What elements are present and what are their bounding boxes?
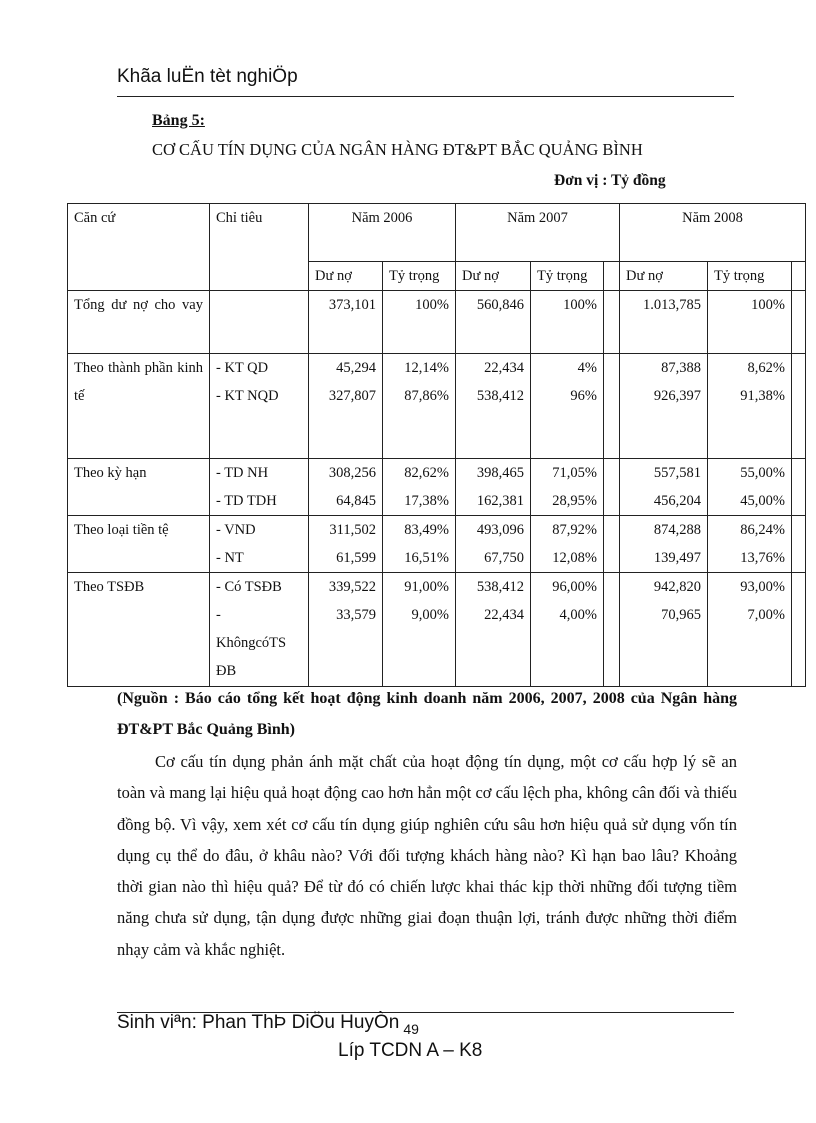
value-cell: 71,05% [552, 465, 597, 481]
value-cell: 64,845 [336, 493, 376, 509]
value-cell: 8,62% [747, 360, 785, 376]
value-cell: 91,38% [740, 388, 785, 404]
header-sub-share: Tỷ trọng [708, 262, 792, 291]
value-cell: 55,00% [740, 465, 785, 481]
value-cell: 1.013,785 [620, 291, 708, 354]
value-cell: 70,965 [661, 607, 701, 623]
footer-student-line [117, 1012, 419, 1037]
value-cell: 91,00% [404, 579, 449, 595]
item-cell: - TD NH [216, 465, 269, 481]
value-cell: 13,76% [740, 550, 785, 566]
header-year-2008: Năm 2008 [620, 204, 806, 262]
value-cell: 93,00% [740, 579, 785, 595]
value-cell: 926,397 [653, 388, 701, 404]
table-title: CƠ CẤU TÍN DỤNG CỦA NGÂN HÀNG ĐT&PT BẮC QUẢNG BÌNH [152, 140, 643, 159]
body-paragraph: Cơ cấu tín dụng phản ánh mặt chất của hoạt động tín dụng, một cơ cấu hợp lý sẽ an toàn và mang lại hiệu quả hoạt động cao hơn hẳn một cơ cấu lệch pha, không cân đối và thiếu đồng bộ. Vì vậy, xem xét cơ cấu tín dụng giúp nghiên cứu sâu hơn hiệu quả sử dụng vốn tín dụng cụ thể do đâu, ở khâu nào? Với đối tượng khách hàng nào? Kì hạn bao lâu? Khoảng thời gian nào thì hiệu quả? Để từ đó có chiến lược khai thác kịp thời những đối tượng tiềm năng chưa sử dụng, tận dụng được những giai đoạn thuận lợi, tránh được những thời điểm nhạy cảm và khắc nghiệt. [117, 752, 737, 959]
item-cell: - VND [216, 522, 256, 538]
spacer-cell [792, 354, 806, 459]
value-cell: 61,599 [336, 550, 376, 566]
value-cell: 100% [383, 291, 456, 354]
value-cell: 557,581 [653, 465, 701, 481]
item-cell: - Có TSĐB [216, 579, 282, 595]
table-label: Bảng 5: [152, 112, 205, 129]
spacer-cell [604, 573, 620, 687]
item-cell: - TD TDH [216, 493, 277, 509]
spacer-cell [604, 354, 620, 459]
value-cell: 538,412 [476, 579, 524, 595]
value-cell: 83,49% [404, 522, 449, 538]
header-year-2006: Năm 2006 [309, 204, 456, 262]
item-cell: - KT NQD [216, 388, 279, 404]
value-cell: 22,434 [484, 607, 524, 623]
spacer-cell [604, 516, 620, 573]
value-cell: 308,256 [328, 465, 376, 481]
value-cell: 311,502 [329, 522, 376, 538]
item-cell: - NT [216, 550, 244, 566]
header-sub-balance: Dư nợ [620, 262, 708, 291]
value-cell: 100% [531, 291, 604, 354]
value-cell: 87,388 [661, 360, 701, 376]
footer-class: Líp TCDN A – K8 [338, 1040, 483, 1061]
value-cell: 4,00% [559, 607, 597, 623]
value-cell: 16,51% [404, 550, 449, 566]
running-header: Khãa luËn tèt nghiÖp [117, 66, 298, 87]
item-cell: - [216, 607, 221, 623]
spacer-cell [604, 291, 620, 354]
item-cell: KhôngcóTS [216, 635, 287, 651]
group-label: Tổng dư nợ cho vay [68, 291, 210, 354]
spacer-cell [792, 262, 806, 291]
value-cell: 33,579 [336, 607, 376, 623]
item-cell: ĐB [216, 663, 237, 679]
value-cell: 7,00% [747, 607, 785, 623]
header-rule [117, 96, 734, 97]
value-cell: 82,62% [404, 465, 449, 481]
value-cell: 100% [708, 291, 792, 354]
value-cell: 45,00% [740, 493, 785, 509]
value-cell: 339,522 [328, 579, 376, 595]
value-cell: 17,38% [404, 493, 449, 509]
header-col-group: Căn cứ [68, 204, 210, 291]
credit-structure-table [67, 203, 806, 687]
value-cell: 96% [570, 388, 597, 404]
spacer-cell [792, 459, 806, 516]
value-cell: 87,86% [404, 388, 449, 404]
spacer-cell [792, 516, 806, 573]
value-cell: 4% [577, 360, 597, 376]
value-cell: 560,846 [456, 291, 531, 354]
value-cell: 45,294 [336, 360, 376, 376]
spacer-cell [604, 262, 620, 291]
header-year-2007: Năm 2007 [456, 204, 620, 262]
value-cell: 28,95% [552, 493, 597, 509]
value-cell: 456,204 [653, 493, 701, 509]
page-number: 49 [403, 1021, 419, 1037]
value-cell: 493,096 [476, 522, 524, 538]
header-sub-balance: Dư nợ [456, 262, 531, 291]
item-cell: - KT QD [216, 360, 269, 376]
header-sub-share: Tỷ trọng [531, 262, 604, 291]
value-cell: 86,24% [740, 522, 785, 538]
value-cell: 874,288 [653, 522, 701, 538]
value-cell: 162,381 [476, 493, 524, 509]
item-cell [210, 291, 309, 354]
spacer-cell [604, 459, 620, 516]
value-cell: 12,08% [552, 550, 597, 566]
value-cell: 67,750 [484, 550, 524, 566]
value-cell: 373,101 [309, 291, 383, 354]
group-label: Theo kỳ hạn [68, 459, 210, 516]
header-sub-share: Tỷ trọng [383, 262, 456, 291]
footer-student: Sinh viªn: Phan ThÞ DiÖu HuyÒn [117, 1012, 400, 1033]
source-note: (Nguồn : Báo cáo tổng kết hoạt động kinh doanh năm 2006, 2007, 2008 của Ngân hàng ĐT&PT Bắc Quảng Bình) [117, 690, 737, 738]
value-cell: 87,92% [552, 522, 597, 538]
header-col-item: Chỉ tiêu [210, 204, 309, 291]
value-cell: 12,14% [404, 360, 449, 376]
value-cell: 327,807 [328, 388, 376, 404]
group-label: Theo TSĐB [68, 573, 210, 687]
value-cell: 96,00% [552, 579, 597, 595]
value-cell: 9,00% [411, 607, 449, 623]
spacer-cell [792, 291, 806, 354]
spacer-cell [792, 573, 806, 687]
table-unit: Đơn vị : Tỷ đồng [554, 172, 666, 189]
group-label: Theo loại tiền tệ [68, 516, 210, 573]
value-cell: 538,412 [476, 388, 524, 404]
value-cell: 139,497 [653, 550, 701, 566]
value-cell: 22,434 [484, 360, 524, 376]
group-label: Theo thành phần kinh tế [68, 354, 210, 459]
header-sub-balance: Dư nợ [309, 262, 383, 291]
value-cell: 398,465 [476, 465, 524, 481]
value-cell: 942,820 [653, 579, 701, 595]
